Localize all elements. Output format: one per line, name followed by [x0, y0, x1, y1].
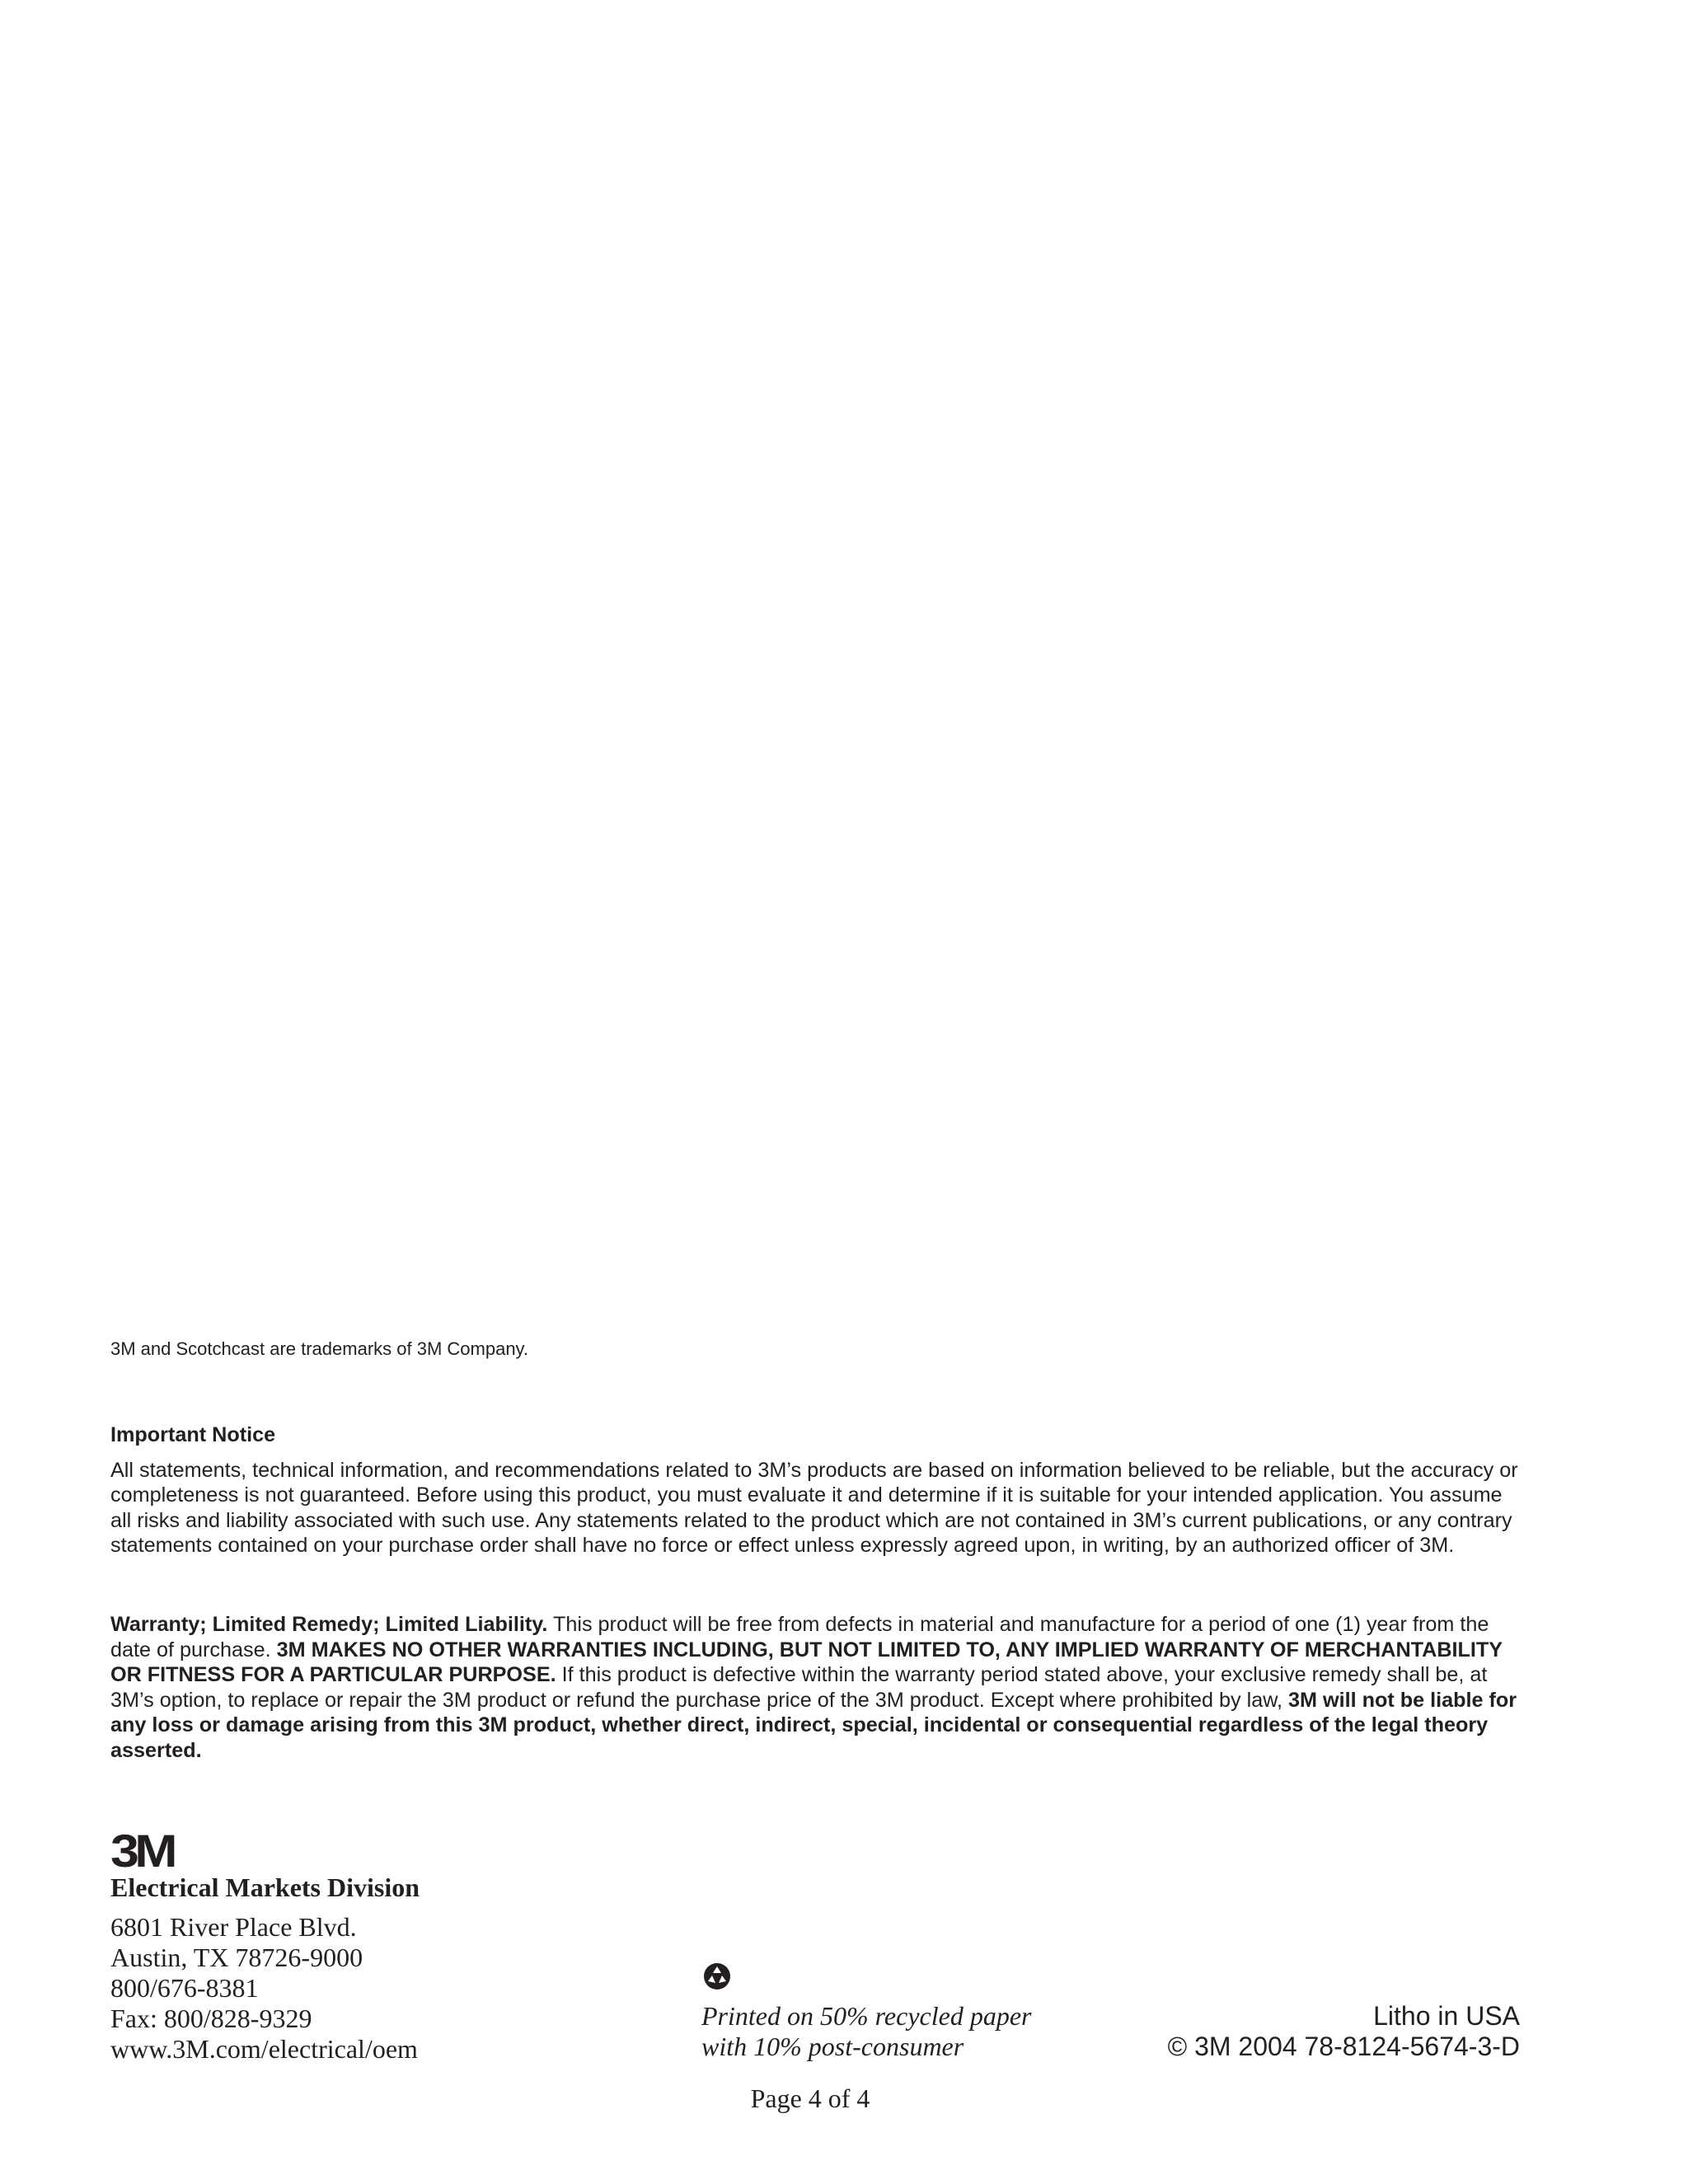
recycle-icon	[702, 1961, 732, 1991]
address-city: Austin, TX 78726-9000	[110, 1943, 363, 1972]
address-phone: 800/676-8381	[110, 1973, 259, 2003]
important-notice-title: Important Notice	[110, 1423, 276, 1446]
copyright-line: © 3M 2004 78-8124-5674-3-D	[1167, 2032, 1520, 2061]
warranty-text-2: If this product is defective within the warranty period stated above, your exclusive remedy shall be, at 3M’s option, to replace or repair the 3M product or refund the purchase price of the 3M product. Except where prohibited by law,	[110, 1663, 1488, 1712]
recycled-paper-note	[701, 2001, 1031, 2062]
3m-logo: 3M	[110, 1825, 173, 1877]
important-notice-body: All statements, technical information, and recommendations related to 3M’s products are based on information believed to be reliable, but the accuracy or completeness is not guaranteed. Before using this product, you must evaluate it and determine if it is suitable for your intended application. You assume all risks and liability associated with such use. Any statements related to the product which are not contained in 3M’s current publications, or any contrary statements contained on your purchase order shall have no force or effect unless expressly agreed upon, in writing, by an authorized officer of 3M.	[110, 1458, 1518, 1557]
warranty-disclaimer: 3M MAKES NO OTHER WARRANTIES INCLUDING, BUT NOT LIMITED TO, ANY IMPLIED WARRANTY OF MERCHANTABILITY OR FITNESS FOR A PARTICULAR PURPOSE.	[110, 1638, 1503, 1686]
liability-limitation: 3M will not be liable for any loss or damage arising from this 3M product, whether direct, indirect, special, incidental or consequential regardless of the legal theory asserted.	[110, 1688, 1517, 1762]
address-street: 6801 River Place Blvd.	[110, 1912, 357, 1942]
address-fax: Fax: 800/828-9329	[110, 2004, 312, 2033]
warranty-heading: Warranty; Limited Remedy; Limited Liability.	[110, 1613, 548, 1636]
recycled-line-1: Printed on 50% recycled paper	[701, 2001, 1032, 2031]
page-number: Page 4 of 4	[750, 2083, 870, 2113]
trademark-notice: 3M and Scotchcast are trademarks of 3M Company.	[110, 1338, 529, 1359]
important-notice	[110, 1422, 1528, 1558]
address-website: www.3M.com/electrical/oem	[110, 2034, 418, 2064]
company-address	[110, 1912, 418, 2064]
warranty-paragraph	[110, 1612, 1528, 1763]
recycled-line-2: with 10% post-consumer	[701, 2032, 964, 2061]
warranty-text-1: This product will be free from defects in material and manufacture for a period of one (1) year from the date of purchase.	[110, 1613, 1489, 1661]
litho-line: Litho in USA	[1373, 2001, 1520, 2031]
division-name: Electrical Markets Division	[110, 1872, 420, 1902]
litho-copyright	[1168, 2001, 1520, 2062]
